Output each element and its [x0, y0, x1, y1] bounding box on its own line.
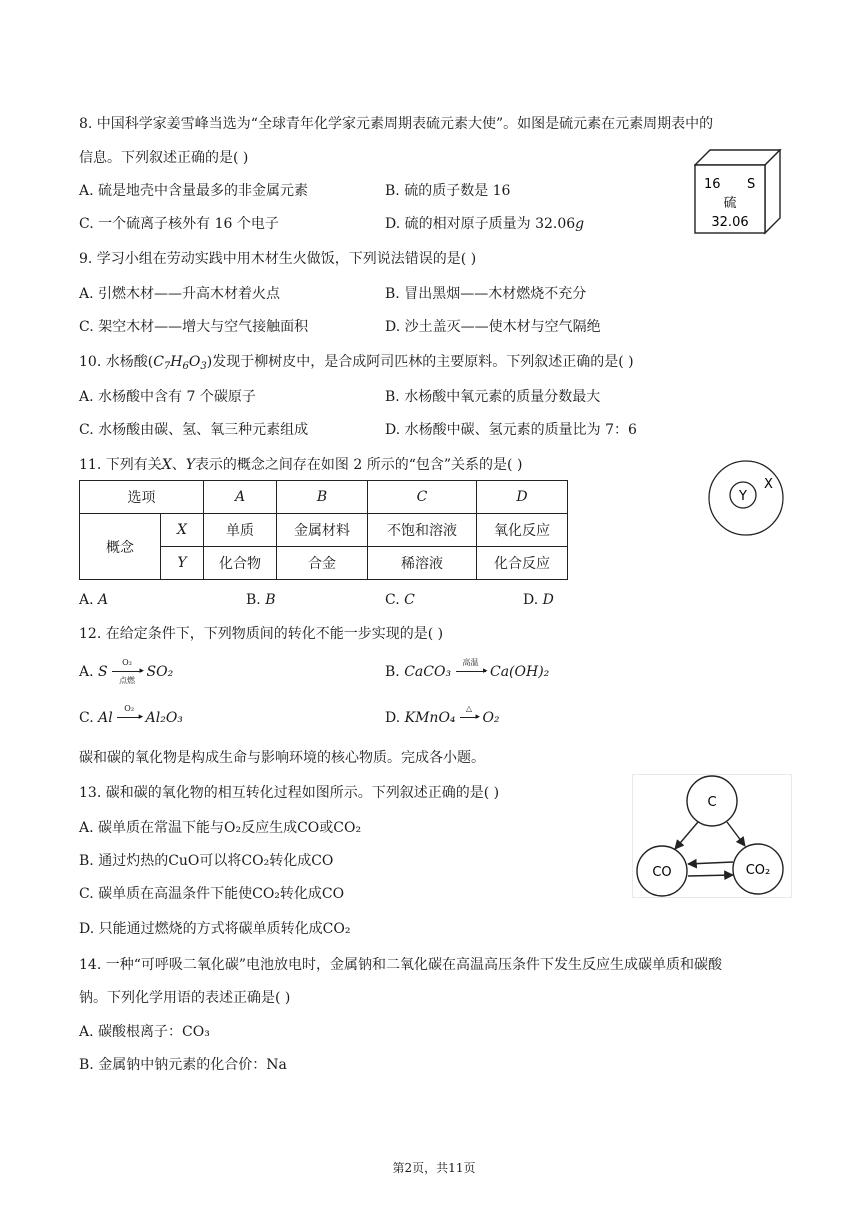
arrow-co-to-co2 — [688, 875, 733, 876]
q13-option-b: B. 通过灼热的CuO可以将CO₂转化成CO — [79, 853, 334, 869]
q12-option-a: A. S O₂ ▸ 点燃 SO₂ — [79, 658, 174, 685]
table-cell: 合金 — [277, 547, 368, 580]
table-cell: 化合物 — [204, 547, 277, 580]
q12-option-c: C. Al O₂ ▸ Al₂O₃ — [79, 704, 183, 726]
table-row — [80, 514, 568, 547]
element-name: 硫 — [723, 196, 737, 211]
q10-option-a: A. 水杨酸中含有 7 个碳原子 — [79, 389, 256, 405]
q8-option-a: A. 硫是地壳中含量最多的非金属元素 — [79, 183, 309, 199]
element-number: 16 — [704, 177, 721, 192]
q9-stem: 9. 学习小组在劳动实践中用木材生火做饭，下列说法错误的是( ) — [79, 251, 477, 267]
q9-option-b: B. 冒出黑烟——木材燃烧不充分 — [385, 286, 587, 302]
table-col-d: D — [477, 481, 568, 514]
page-footer: 第2页，共11页 — [392, 1161, 476, 1175]
q9-option-d: D. 沙土盖灭——使木材与空气隔绝 — [385, 319, 601, 335]
inclusion-diagram — [706, 458, 786, 538]
table-cell: 氧化反应 — [477, 514, 568, 547]
reaction-arrow: 高温 ▸ — [456, 662, 486, 682]
q11-stem: 11. 下列有关X、Y表示的概念之间存在如图 2 所示的“包含”关系的是( ) — [79, 457, 523, 473]
table-y-label: Y — [161, 547, 204, 580]
element-symbol: S — [747, 177, 756, 192]
table-cell: 稀溶液 — [368, 547, 477, 580]
section-intro: 碳和碳的氧化物是构成生命与影响环境的核心物质。完成各小题。 — [79, 750, 485, 766]
carbon-cycle-diagram — [632, 774, 792, 898]
reaction-arrow: O₂ ▸ 点燃 — [112, 662, 142, 682]
reaction-arrow: △ ▸ — [460, 708, 478, 728]
q12-stem: 12. 在给定条件下，下列物质间的转化不能一步实现的是( ) — [79, 626, 444, 642]
table-row-label: 概念 — [80, 514, 161, 580]
table-cell: 化合反应 — [477, 547, 568, 580]
q10-option-c: C. 水杨酸由碳、氢、氧三种元素组成 — [79, 422, 309, 438]
table-cell: 不饱和溶液 — [368, 514, 477, 547]
reaction-arrow: O₂ ▸ — [117, 708, 141, 728]
table-col-a: A — [204, 481, 277, 514]
q8-option-c: C. 一个硫离子核外有 16 个电子 — [79, 216, 279, 232]
table-header-label: 选项 — [80, 481, 204, 514]
q10-option-b: B. 水杨酸中氧元素的质量分数最大 — [385, 389, 601, 405]
label-co: CO — [652, 865, 672, 880]
q14-option-a: A. 碳酸根离子：CO₃ — [79, 1024, 210, 1040]
inner-label: Y — [739, 489, 747, 504]
label-co2: CO₂ — [745, 863, 771, 878]
table-cell: 金属材料 — [277, 514, 368, 547]
table-col-b: B — [277, 481, 368, 514]
q13-option-c: C. 碳单质在高温条件下能使CO₂转化成CO — [79, 886, 345, 902]
q13-option-a: A. 碳单质在常温下能与O₂反应生成CO或CO₂ — [79, 820, 362, 836]
q10-option-d: D. 水杨酸中碳、氢元素的质量比为 7：6 — [385, 422, 637, 438]
q8-option-d: D. 硫的相对原子质量为 32.06g — [385, 216, 585, 232]
table-cell: 单质 — [204, 514, 277, 547]
outer-label: X — [764, 477, 773, 492]
q11-option-b: B. B — [246, 592, 276, 608]
table-x-label: X — [161, 514, 204, 547]
sulfur-element-cell — [694, 149, 784, 235]
q10-stem: 10. 水杨酸$(C_7H_6O_3)$发现于柳树皮中，是合成阿司匹林的主要原料。下列叙述正确的是( ) — [79, 354, 634, 372]
q11-table — [79, 480, 568, 580]
q12-option-d: D. KMnO₄ △ ▸ O₂ — [385, 704, 500, 726]
q14-stem-line1: 14. 一种“可呼吸二氧化碳”电池放电时，金属钠和二氧化碳在高温高压条件下发生反应生成碳单质和碳酸 — [79, 957, 723, 973]
q12-option-b: B. CaCO₃ 高温 ▸ Ca(OH)₂ — [385, 658, 550, 680]
table-row — [80, 481, 568, 514]
q11-option-a: A. A — [79, 592, 109, 608]
q8-stem-line1: 8. 中国科学家姜雪峰当选为“全球青年化学家元素周期表硫元素大使”。如图是硫元素在元素周期表中的 — [79, 116, 714, 132]
q8-option-b: B. 硫的质子数是 16 — [385, 183, 511, 199]
q8-stem-line2: 信息。下列叙述正确的是( ) — [79, 150, 249, 166]
q11-option-d: D. D — [523, 592, 554, 608]
table-col-c: C — [368, 481, 477, 514]
q13-stem: 13. 碳和碳的氧化物的相互转化过程如图所示。下列叙述正确的是( ) — [79, 785, 500, 801]
q14-stem-line2: 钠。下列化学用语的表述正确是( ) — [79, 990, 291, 1006]
element-mass: 32.06 — [711, 215, 749, 230]
q13-option-d: D. 只能通过燃烧的方式将碳单质转化成CO₂ — [79, 921, 351, 937]
label-c: C — [707, 795, 717, 810]
q11-option-c: C. C — [385, 592, 415, 608]
q14-option-b: B. 金属钠中钠元素的化合价：Na — [79, 1057, 287, 1073]
q9-option-c: C. 架空木材——增大与空气接触面积 — [79, 319, 309, 335]
q9-option-a: A. 引燃木材——升高木材着火点 — [79, 286, 281, 302]
